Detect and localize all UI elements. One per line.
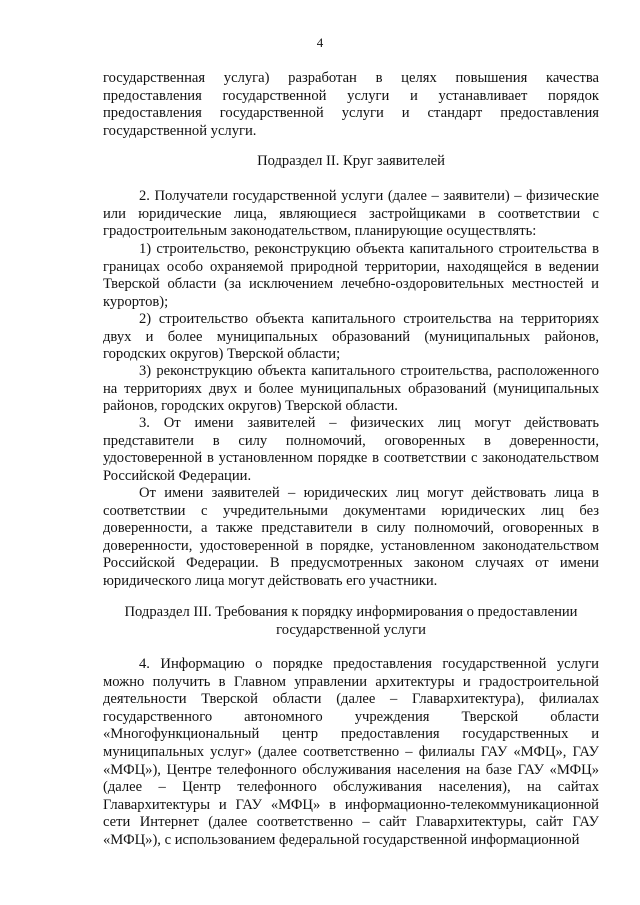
page-number: 4 [316,35,324,50]
paragraph-sub-3: 3) реконструкцию объекта капитального строительства, расположенного на территориях двух и более муниципальных образований (муниципальных районов, городских округов) Тверской области. [103,363,599,415]
intro-paragraph: государственная услуга) разработан в целях повышения качества предоставления государственной услуги и устанавливает порядок предоставления государственной услуги и стандарт предоставления государственной услуги. [103,70,599,139]
subsection-2-heading: Подраздел II. Круг заявителей [257,153,445,169]
paragraph-item-3b: От имени заявителей – юридических лиц могут действовать лица в соответствии с учредительными документами юридических лиц без доверенности, а также представители в силу полномочий, оговоренных в доверенности, удостоверенной в порядке, установленном законодательством Российской Федерации. В предусмотренных законом случаях от имени юридического лица могут действовать его участники. [103,485,599,589]
paragraph-sub-2: 2) строительство объекта капитального строительства на территориях двух и более муниципальных образований (муниципальных районов, городских округов) Тверской области; [103,311,599,363]
paragraph-item-4: 4. Информацию о порядке предоставления государственной услуги можно получить в Главном управлении архитектуры и градостроительной деятельности Тверской области (далее – Главархитектура), филиалах государственного автономного учреждения Тверской области «Многофункциональный центр предоставления государственных и муниципальных услуг» (далее соответственно – филиалы ГАУ «МФЦ», ГАУ «МФЦ»), Центре телефонного обслуживания населения на базе ГАУ «МФЦ» (далее – Центр телефонного обслуживания населения), на сайтах Главархитектуры и ГАУ «МФЦ» в информационно-телекоммуникационной сети Интернет (далее соответственно – сайт Главархитектуры, сайт ГАУ «МФЦ»), с использованием федеральной государственной информационной [103,656,599,848]
paragraph-sub-1: 1) строительство, реконструкцию объекта капитального строительства в границах особо охраняемой природной территории, находящейся в ведении Тверской области (за исключением лечебно-оздоровительных местностей и курортов); [103,241,599,310]
subsection-3-heading-line-1: Подраздел III. Требования к порядку информирования о предоставлении [124,604,578,620]
paragraph-item-2: 2. Получатели государственной услуги (далее – заявители) – физические или юридические лица, являющиеся застройщиками в соответствии с градостроительным законодательством, планирующие осуществлять: [103,188,599,240]
subsection-3-heading-line-2: государственной услуги [276,622,426,638]
paragraph-item-3: 3. От имени заявителей – физических лиц могут действовать представители в силу полномочий, оговоренных в доверенности, удостоверенной в установленном порядке в соответствии с законодательством Российской Федерации. [103,415,599,484]
